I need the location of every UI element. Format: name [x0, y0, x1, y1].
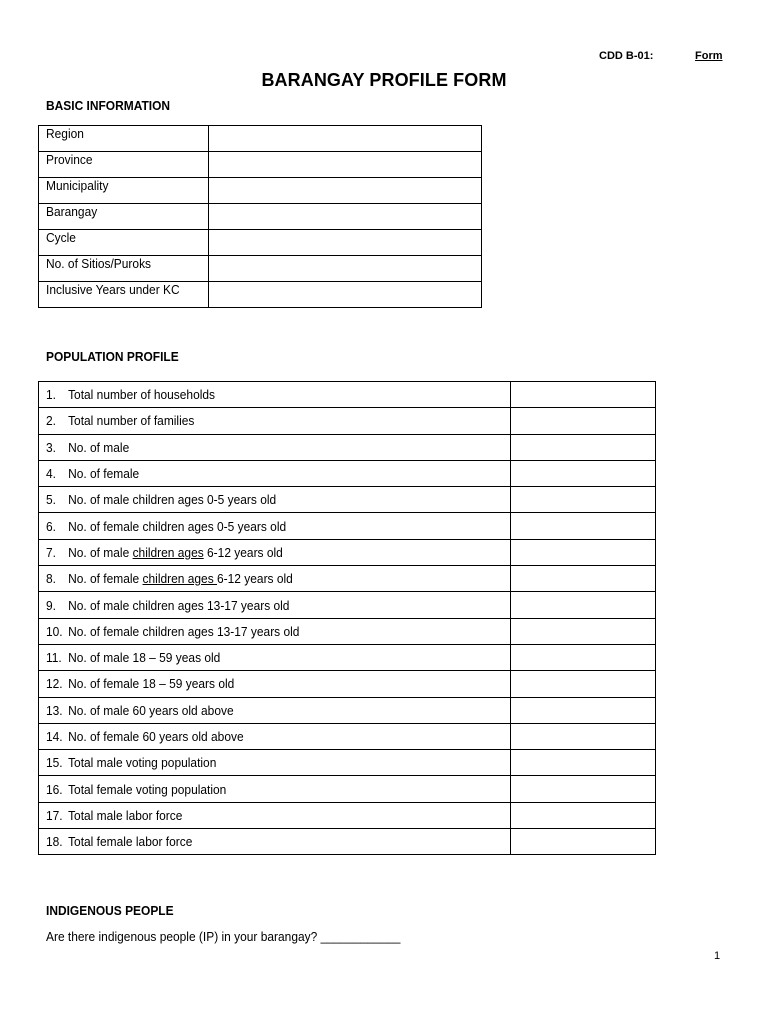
row-number: 15. — [46, 755, 63, 771]
population-label: 10. No. of female children ages 13-17 years old — [39, 618, 511, 644]
form-code: CDD B-01: — [599, 50, 654, 62]
basic-info-value-field[interactable] — [209, 230, 482, 256]
population-row — [39, 618, 656, 644]
population-label: 16. Total female voting population — [39, 776, 511, 802]
basic-info-table — [38, 125, 482, 308]
row-number: 11. — [46, 650, 62, 666]
population-row — [39, 671, 656, 697]
row-number: 13. — [46, 702, 63, 718]
basic-info-label: Inclusive Years under KC — [39, 282, 209, 308]
population-value-field[interactable] — [511, 618, 656, 644]
population-value-field[interactable] — [511, 382, 656, 408]
basic-info-row — [39, 230, 482, 256]
basic-info-row — [39, 152, 482, 178]
population-label: 17. Total male labor force — [39, 802, 511, 828]
population-row — [39, 460, 656, 486]
basic-info-label: Municipality — [39, 178, 209, 204]
basic-info-row — [39, 178, 482, 204]
basic-info-value-field[interactable] — [209, 178, 482, 204]
row-number: 16. — [46, 781, 63, 797]
basic-info-row — [39, 282, 482, 308]
row-number: 6. — [46, 518, 56, 534]
basic-info-value-field[interactable] — [209, 126, 482, 152]
row-number: 9. — [46, 597, 56, 613]
population-value-field[interactable] — [511, 829, 656, 855]
population-label: 9. No. of male children ages 13-17 years old — [39, 592, 511, 618]
population-value-field[interactable] — [511, 513, 656, 539]
population-label: 2. Total number of families — [39, 408, 511, 434]
basic-info-label: Cycle — [39, 230, 209, 256]
population-row — [39, 434, 656, 460]
row-number: 12. — [46, 676, 63, 692]
row-number: 4. — [46, 466, 56, 482]
population-label: 18. Total female labor force — [39, 829, 511, 855]
population-value-field[interactable] — [511, 592, 656, 618]
population-label: 5. No. of male children ages 0-5 years old — [39, 487, 511, 513]
population-label: 15. Total male voting population — [39, 750, 511, 776]
row-number: 17. — [46, 807, 63, 823]
ip-question: Are there indigenous people (IP) in your barangay? ____________ — [46, 929, 401, 944]
basic-info-row — [39, 256, 482, 282]
basic-info-value-field[interactable] — [209, 282, 482, 308]
population-value-field[interactable] — [511, 776, 656, 802]
population-value-field[interactable] — [511, 697, 656, 723]
row-number: 5. — [46, 492, 56, 508]
row-number: 8. — [46, 571, 56, 587]
row-number: 14. — [46, 729, 63, 744]
population-label: 4. No. of female — [39, 460, 511, 486]
population-value-field[interactable] — [511, 644, 656, 670]
population-label: 14. No. of female 60 years old above — [39, 723, 511, 749]
row-number: 10. — [46, 623, 63, 639]
page-number: 1 — [714, 950, 721, 962]
population-value-field[interactable] — [511, 487, 656, 513]
population-label: 8. No. of female children ages 6-12 years old — [39, 566, 511, 592]
population-label: 6. No. of female children ages 0-5 years old — [39, 513, 511, 539]
basic-info-value-field[interactable] — [209, 152, 482, 178]
population-label: 3. No. of male — [39, 434, 511, 460]
population-row — [39, 566, 656, 592]
indigenous-people-heading: INDIGENOUS PEOPLE — [46, 903, 174, 918]
population-row — [39, 723, 656, 749]
population-row — [39, 697, 656, 723]
basic-info-label: Barangay — [39, 204, 209, 230]
population-profile-table — [38, 381, 656, 855]
population-value-field[interactable] — [511, 434, 656, 460]
basic-info-label: Region — [39, 126, 209, 152]
population-label: 11. No. of male 18 – 59 yeas old — [39, 644, 511, 670]
page-title: BARANGAY PROFILE FORM — [261, 70, 507, 90]
population-row — [39, 644, 656, 670]
population-row — [39, 408, 656, 434]
population-profile-heading: POPULATION PROFILE — [46, 349, 179, 364]
population-value-field[interactable] — [511, 723, 656, 749]
population-row — [39, 487, 656, 513]
basic-info-label: Province — [39, 152, 209, 178]
population-row — [39, 539, 656, 565]
population-value-field[interactable] — [511, 539, 656, 565]
basic-info-row — [39, 204, 482, 230]
basic-info-heading: BASIC INFORMATION — [46, 98, 171, 113]
basic-info-value-field[interactable] — [209, 256, 482, 282]
population-row — [39, 776, 656, 802]
population-label: 1. Total number of households — [39, 382, 511, 408]
population-value-field[interactable] — [511, 750, 656, 776]
population-row — [39, 802, 656, 828]
population-row — [39, 513, 656, 539]
basic-info-row — [39, 126, 482, 152]
population-value-field[interactable] — [511, 460, 656, 486]
row-number: 18. — [46, 834, 63, 850]
population-row — [39, 750, 656, 776]
population-value-field[interactable] — [511, 802, 656, 828]
basic-info-label: No. of Sitios/Puroks — [39, 256, 209, 282]
population-label: 13. No. of male 60 years old above — [39, 697, 511, 723]
row-number: 7. — [46, 544, 56, 560]
population-row — [39, 829, 656, 855]
form-label: Form — [695, 50, 723, 62]
population-row — [39, 382, 656, 408]
population-value-field[interactable] — [511, 671, 656, 697]
row-number: 1. — [46, 387, 56, 403]
population-row — [39, 592, 656, 618]
population-label: 12. No. of female 18 – 59 years old — [39, 671, 511, 697]
basic-info-value-field[interactable] — [209, 204, 482, 230]
row-number: 2. — [46, 413, 56, 429]
population-label: 7. No. of male children ages 6-12 years old — [39, 539, 511, 565]
population-value-field[interactable] — [511, 566, 656, 592]
row-number: 3. — [46, 439, 56, 455]
population-value-field[interactable] — [511, 408, 656, 434]
